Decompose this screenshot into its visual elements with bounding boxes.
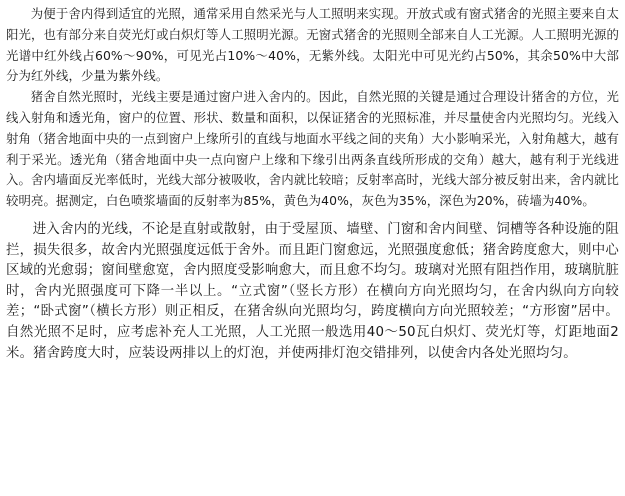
paragraph-light-loss: 进入舍内的光线，不论是直射或散射，由于受屋顶、墙壁、门窗和舍内间壁、饲槽等各种设施的阻拦，损失很多，故舍内光照强度远低于舍外。而且距门窗愈远，光照强度愈低；猪舍跨度愈大，则中心区域的光愈弱；窗间壁愈宽，舍内照度受影响愈大，而且愈不均匀。玻璃对光照有阻挡作用，玻璃肮脏时，舍内光照强度可下降一半以上。“立式窗”（竖长方形）在横向方向光照均匀，在舍内纵向方向较差；“卧式窗”（横长方形）则正相反，在猪舍纵向光照均匀，跨度横向方向光照较差；“方形窗”居中。自然光照不足时，应考虑补充人工光照，人工光照一般选用40～50瓦白炽灯、荧光灯等，灯距地面2米。猪舍跨度大时，应装设两排以上的灯泡，并使两排灯泡交错排列，以使舍内各处光照均匀。: [6, 221, 619, 361]
paragraph-lighting-sources: 为便于舍内得到适宜的光照，通常采用自然采光与人工照明来实现。开放式或有窗式猪舍的光照主要来自太阳光，也有部分来自荧光灯或白炽灯等人工照明光源。无窗式猪舍的光照则全部来自人工光源。人工照明光源的光谱中红外线占60%～90%，可见光占10%～40%，无紫外线。太阳光中可见光约占50%，其余50%中大部分为红外线，少量为紫外线。: [6, 6, 619, 84]
paragraph-natural-lighting: 猪舍自然光照时，光线主要是通过窗户进入舍内的。因此，自然光照的关键是通过合理设计猪舍的方位，光线入射角和透光角，窗户的位置、形状、数量和面积，以保证猪舍的光照标准，并尽量使舍内光照均匀。光线入射角（猪舍地面中央的一点到窗户上缘所引的直线与地面水平线之间的夹角）大小影响采光，入射角越大，越有利于采光。透光角（猪舍地面中央一点向窗户上缘和下缘引出两条直线所形成的交角）越大，越有利于光线进入。舍内墙面反光率低时，光线大部分被吸收，舍内就比较暗；反射率高时，光线大部分被反射出来，舍内就比较明亮。据测定，白色喷浆墙面的反射率为85%，黄色为40%，灰色为35%，深色为20%，砖墙为40%。: [6, 89, 619, 209]
